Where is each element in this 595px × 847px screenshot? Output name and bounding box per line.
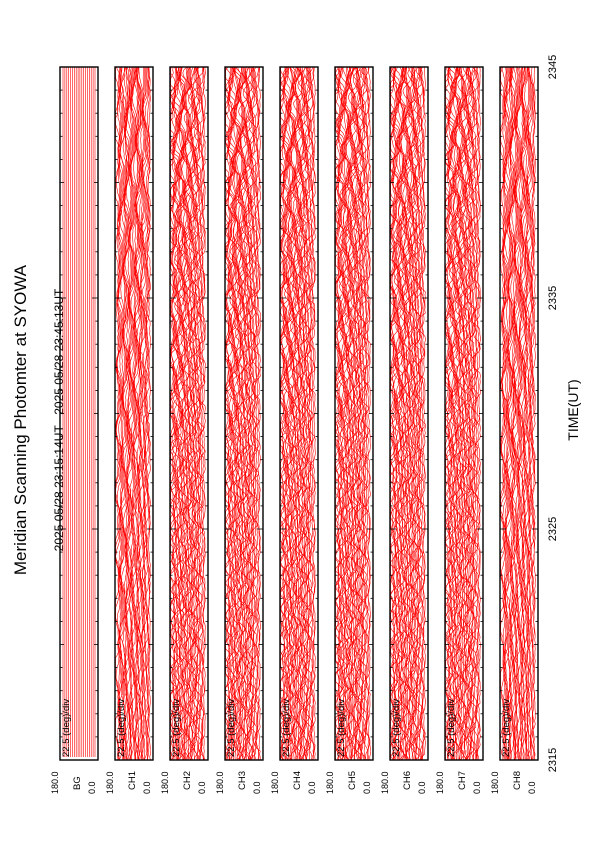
y-tick-label-max: 180.0 — [490, 771, 500, 794]
y-tick-label-min: 0.0 — [197, 781, 207, 794]
y-tick-label-min: 0.0 — [417, 781, 427, 794]
y-tick-label-max: 180.0 — [380, 771, 390, 794]
y-tick-label-max: 180.0 — [160, 771, 170, 794]
x-tick-label: 2315 — [547, 747, 559, 773]
y-tick-label-max: 180.0 — [105, 771, 115, 794]
panel-channel-label: CH5 — [347, 770, 358, 790]
panel-scale-label: 22.5 (deg)/div — [171, 698, 182, 757]
y-tick-label-min: 0.0 — [527, 781, 537, 794]
panel-scale-label: 22.5 (deg)/div — [446, 698, 457, 757]
panel-channel-label: CH7 — [457, 770, 468, 790]
panel-scale-label: 22.5 (deg)/div — [336, 698, 347, 757]
panel-scale-label: 22.5 (deg)/div — [116, 698, 127, 757]
y-tick-label-max: 180.0 — [270, 771, 280, 794]
panel-channel-label: CH4 — [292, 770, 303, 790]
y-tick-label-min: 0.0 — [472, 781, 482, 794]
panel-channel-label: CH1 — [127, 770, 138, 790]
y-tick-label-min: 0.0 — [362, 781, 372, 794]
panel-scale-label: 22.5 (deg)/div — [61, 698, 72, 757]
x-tick-label: 2325 — [547, 516, 559, 542]
panel-channel-label: CH3 — [237, 770, 248, 790]
y-tick-label-max: 180.0 — [215, 771, 225, 794]
x-tick-label: 2335 — [547, 285, 559, 311]
panel-scale-label: 22.5 (deg)/div — [391, 698, 402, 757]
panel-channel-label: CH2 — [182, 770, 193, 790]
y-tick-label-min: 0.0 — [252, 781, 262, 794]
panel-scale-label: 22.5 (deg)/div — [501, 698, 512, 757]
y-tick-label-max: 180.0 — [435, 771, 445, 794]
y-tick-label-min: 0.0 — [307, 781, 317, 794]
y-tick-label-min: 0.0 — [87, 781, 97, 794]
panel-channel-label: CH6 — [402, 770, 413, 790]
y-tick-label-max: 180.0 — [325, 771, 335, 794]
panel-scale-label: 22.5 (deg)/div — [226, 698, 237, 757]
chart-title: Meridian Scanning Photomter at SYOWA — [11, 264, 30, 576]
panel-scale-label: 22.5 (deg)/div — [281, 698, 292, 757]
panel-channel-label: BG — [72, 776, 83, 790]
y-tick-label-min: 0.0 — [142, 781, 152, 794]
y-tick-label-max: 180.0 — [50, 771, 60, 794]
chart-subtitle: 2025 05/28 23:15:14UT - 2025 05/28 23:45:13UT — [52, 288, 66, 552]
panel-channel-label: CH8 — [512, 770, 523, 790]
x-tick-label: 2345 — [547, 54, 559, 80]
x-axis-label: TIME(UT) — [565, 379, 581, 441]
